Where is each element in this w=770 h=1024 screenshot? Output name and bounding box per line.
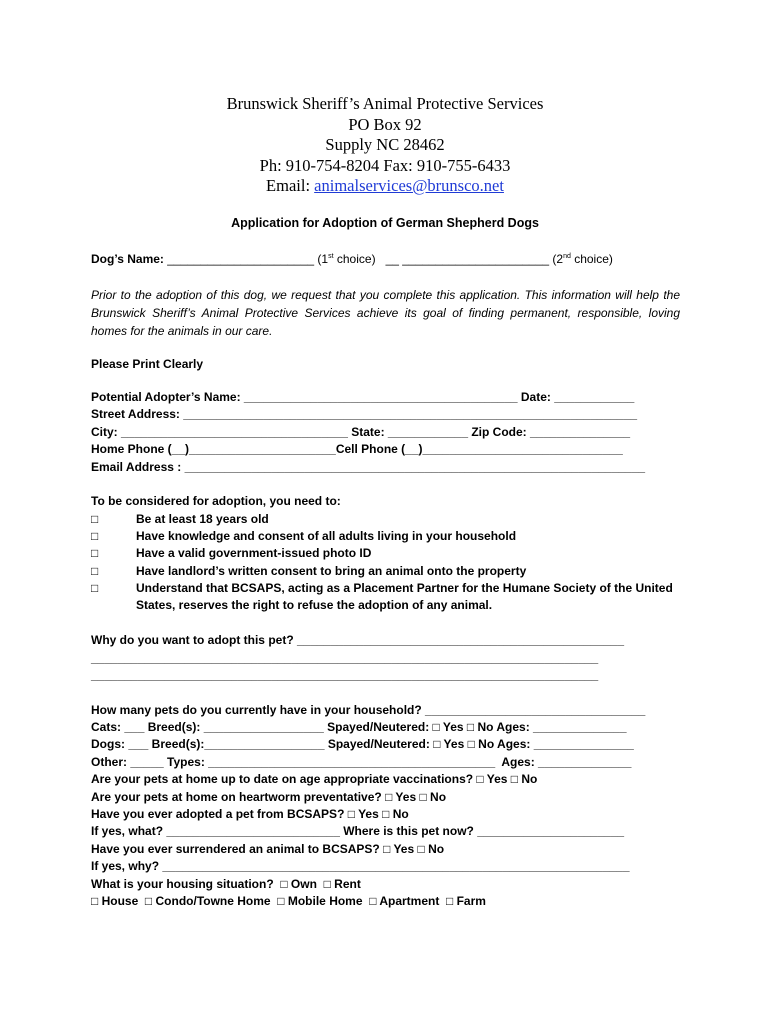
why-adopt-line[interactable]: ____________________________________________________________________________ [91, 651, 599, 665]
city-state: Supply NC 28462 [325, 135, 445, 154]
requirement-checkbox[interactable]: □ [91, 546, 99, 560]
choice1-pre: (1 [314, 252, 329, 266]
adopted-before-question[interactable]: Have you ever adopted a pet from BCSAPS? □ Yes □ No [91, 807, 409, 821]
street-address-field[interactable]: Street Address: ____________________________________________________________________ [91, 407, 638, 421]
choice2-field[interactable]: choice) __ ______________________ (2 [333, 252, 564, 266]
dog-name-blank[interactable]: ______________________ [167, 252, 315, 266]
email-address-field[interactable]: Email Address : _____________________________________________________________________ [91, 460, 646, 474]
print-clearly-label: Please Print Clearly [91, 357, 204, 371]
dogs-row[interactable]: Dogs: ___ Breed(s):__________________ Spayed/Neutered: □ Yes □ No Ages: _______________ [91, 737, 634, 751]
other-pets-row[interactable]: Other: _____ Types: ___________________________________________ Ages: ______________ [91, 755, 632, 769]
dog-name-row [91, 251, 613, 267]
requirement-item: Understand that BCSAPS, acting as a Placement Partner for the Humane Society of the United [136, 581, 673, 595]
requirement-checkbox[interactable]: □ [91, 564, 99, 578]
requirement-item: Be at least 18 years old [136, 512, 269, 526]
choice2-post: choice) [570, 252, 613, 266]
email-row [0, 176, 770, 197]
letterhead [0, 94, 770, 197]
requirement-checkbox[interactable]: □ [91, 512, 99, 526]
org-name: Brunswick Sheriff’s Animal Protective Services [226, 94, 544, 113]
choice2-sup: nd [563, 253, 571, 260]
email-link[interactable]: animalservices@brunsco.net [314, 176, 504, 195]
requirement-item-continued: States, reserves the right to refuse the adoption of any animal. [136, 598, 493, 612]
phone-fax: Ph: 910-754-8204 Fax: 910-755-6433 [259, 155, 511, 175]
email-label: Email: [266, 176, 315, 195]
requirements-heading: To be considered for adoption, you need to: [91, 494, 341, 508]
why-adopt-field[interactable]: Why do you want to adopt this pet? _________________________________________________ [91, 633, 624, 647]
requirement-item: Have landlord’s written consent to bring an animal onto the property [136, 564, 527, 578]
adopted-what-field[interactable]: If yes, what? __________________________ Where is this pet now? ______________________ [91, 824, 625, 838]
vaccinations-question[interactable]: Are your pets at home up to date on age appropriate vaccinations? □ Yes □ No [91, 772, 538, 786]
dog-name-label: Dog’s Name: [91, 252, 168, 266]
housing-type-options[interactable]: □ House □ Condo/Towne Home □ Mobile Home □ Apartment □ Farm [91, 894, 486, 908]
requirement-item: Have a valid government-issued photo ID [136, 546, 372, 560]
why-adopt-line[interactable]: ____________________________________________________________________________ [91, 668, 599, 682]
city-state-zip-field[interactable]: City: __________________________________ State: ____________ Zip Code: _______________ [91, 425, 631, 439]
housing-question[interactable]: What is your housing situation? □ Own □ Rent [91, 877, 361, 891]
adopter-name-field[interactable]: Potential Adopter’s Name: _________________________________________ Date: ____________ [91, 390, 635, 404]
phone-field[interactable]: Home Phone (__)______________________Cell Phone (__)______________________________ [91, 442, 623, 456]
surrendered-question[interactable]: Have you ever surrendered an animal to BCSAPS? □ Yes □ No [91, 842, 445, 856]
heartworm-question[interactable]: Are your pets at home on heartworm preventative? □ Yes □ No [91, 790, 447, 804]
intro-paragraph: Prior to the adoption of this dog, we request that you complete this application. This information will help the Brunswick Sheriff’s Animal Protective Services achieve its goal of finding permanent, responsible, loving homes for the animals in our care. [91, 288, 680, 338]
surrendered-why-field[interactable]: If yes, why? ______________________________________________________________________ [91, 859, 630, 873]
cats-row[interactable]: Cats: ___ Breed(s): __________________ Spayed/Neutered: □ Yes □ No Ages: ______________ [91, 720, 627, 734]
requirement-item: Have knowledge and consent of all adults living in your household [136, 529, 517, 543]
pet-count-field[interactable]: How many pets do you currently have in your household? _________________________________ [91, 703, 646, 717]
choice1-sup: st [328, 253, 334, 260]
application-title: Application for Adoption of German Shepherd Dogs [231, 216, 539, 230]
requirement-checkbox[interactable]: □ [91, 581, 99, 595]
requirement-checkbox[interactable]: □ [91, 529, 99, 543]
po-box: PO Box 92 [348, 114, 422, 134]
